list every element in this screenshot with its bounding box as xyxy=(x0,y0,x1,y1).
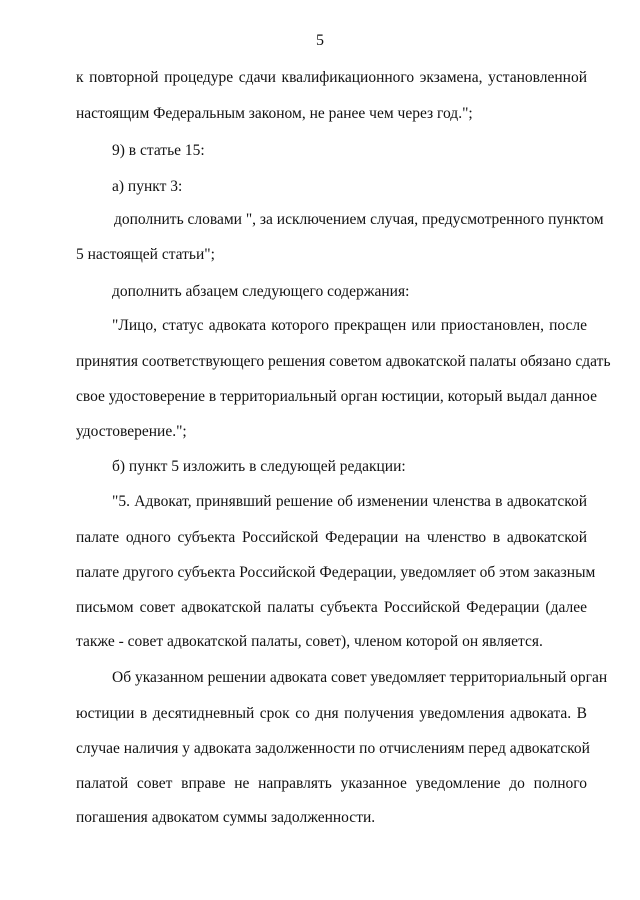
text-line: Об указанном решении адвоката совет уведомляет территориальный орган xyxy=(112,669,608,686)
text-line: письмом совет адвокатской палаты субъекта Российской Федерации (далее xyxy=(76,599,587,616)
text-line: дополнить словами ", за исключением случая, предусмотренного пунктом xyxy=(114,211,604,228)
text-line: палате одного субъекта Российской Федерации на членство в адвокатской xyxy=(76,529,587,546)
text-line: принятия соответствующего решения советом адвокатской палаты обязано сдать xyxy=(76,353,611,370)
text-line: погашения адвокатом суммы задолженности. xyxy=(76,809,376,826)
text-line: 5 настоящей статьи"; xyxy=(76,246,215,263)
text-line: "5. Адвокат, принявший решение об изменении членства в адвокатской xyxy=(112,493,587,510)
text-line: удостоверение."; xyxy=(76,423,187,440)
text-line: палате другого субъекта Российской Федерации, уведомляет об этом заказным xyxy=(76,564,596,581)
text-line: к повторной процедуре сдачи квалификационного экзамена, установленной xyxy=(76,69,587,86)
list-item: б) пункт 5 изложить в следующей редакции: xyxy=(112,458,406,475)
text-line: дополнить абзацем следующего содержания: xyxy=(112,283,410,300)
text-line: "Лицо, статус адвоката которого прекращен или приостановлен, после xyxy=(112,317,587,334)
text-line: случае наличия у адвоката задолженности по отчислениям перед адвокатской xyxy=(76,740,590,757)
text-line: юстиции в десятидневный срок со дня получения уведомления адвоката. В xyxy=(76,705,587,722)
text-line: палатой совет вправе не направлять указанное уведомление до полного xyxy=(76,775,587,792)
text-line: настоящим Федеральным законом, не ранее чем через год."; xyxy=(76,105,473,122)
list-heading: 9) в статье 15: xyxy=(112,142,205,159)
list-item: а) пункт 3: xyxy=(112,178,183,195)
text-line: также - совет адвокатской палаты, совет), членом которой он является. xyxy=(76,633,543,650)
text-line: свое удостоверение в территориальный орган юстиции, который выдал данное xyxy=(76,388,597,405)
page-number: 5 xyxy=(316,32,324,49)
